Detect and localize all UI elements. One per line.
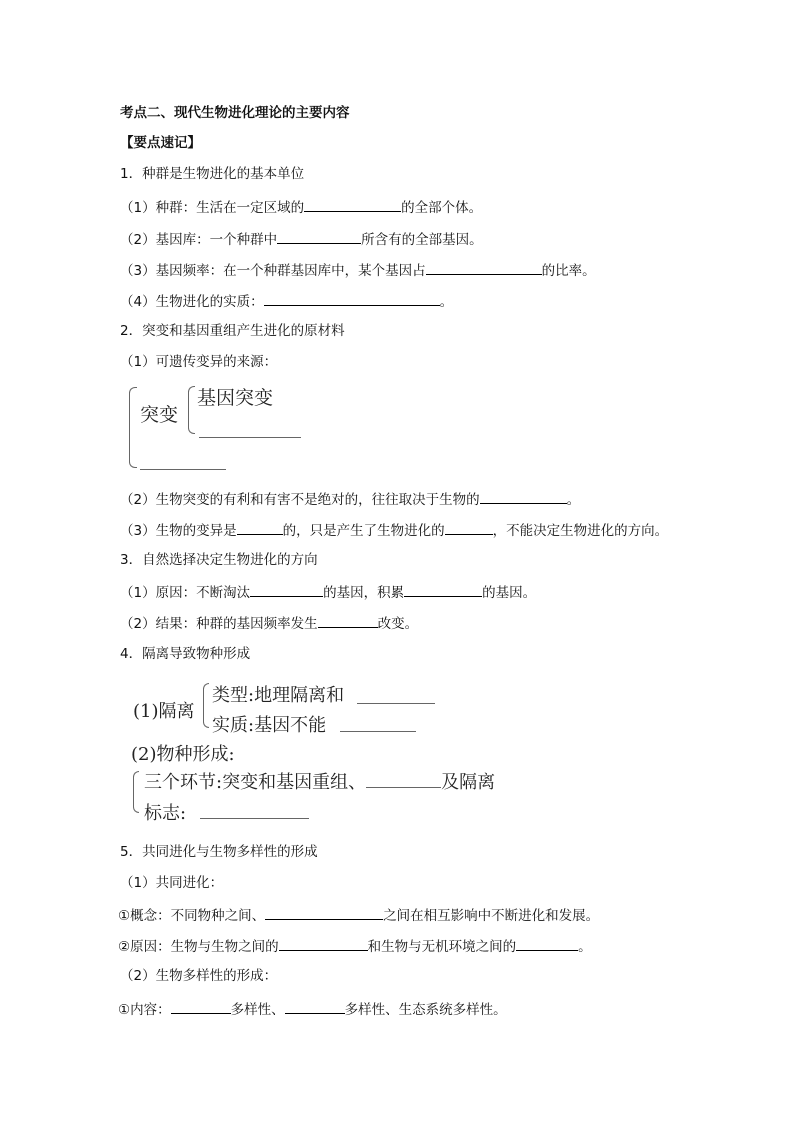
inner-brace <box>188 386 195 434</box>
s5-reason-text-a: ②原因：生物与生物之间的 <box>118 939 279 955</box>
s2-item-2-text-b: 。 <box>566 492 581 508</box>
summary-header: 【要点速记】 <box>120 135 201 151</box>
blank-field[interactable] <box>480 489 567 504</box>
s1-item-1-text-a: （1）种群：生活在一定区域的 <box>120 200 305 216</box>
diagram-isolation-label: (1)隔离 <box>133 701 195 722</box>
s5-content-text-a: ①内容： <box>118 1002 171 1018</box>
s4-heading: 4．隔离导致物种形成 <box>120 646 251 662</box>
diagram-blank-line[interactable] <box>357 703 435 704</box>
blank-field[interactable] <box>304 197 401 212</box>
s1-item-4-text-b: 。 <box>439 294 454 310</box>
blank-field[interactable] <box>265 905 383 920</box>
s2-item-2 <box>120 489 580 509</box>
s3-item-1-text-c: 的基因。 <box>482 585 537 601</box>
blank-field[interactable] <box>404 582 482 597</box>
diagram-three-steps-text: 三个环节:突变和基因重组、 <box>144 772 367 793</box>
diagram-species-label: (2)物种形成: <box>131 744 235 765</box>
s1-item-3-text-b: 的比率。 <box>541 263 596 279</box>
section-title: 考点二、现代生物进化理论的主要内容 <box>120 105 350 121</box>
s5-concept-text-b: 之间在相互影响中不断进化和发展。 <box>383 908 600 924</box>
s3-heading: 3．自然选择决定生物进化的方向 <box>120 552 318 568</box>
diagram-mark-line <box>144 799 186 825</box>
blank-field[interactable] <box>237 520 283 535</box>
blank-field[interactable] <box>318 613 378 628</box>
s5-content-text-c: 多样性、生态系统多样性。 <box>344 1002 507 1018</box>
s5-reason-text-c: 。 <box>578 939 592 955</box>
s1-item-4 <box>120 291 453 311</box>
s1-item-2 <box>120 229 483 249</box>
s2-item-3-text-c: ，不能决定生物进化的方向。 <box>492 523 669 539</box>
diagram-three-steps-tail: 及隔离 <box>441 772 496 793</box>
s1-item-1-text-b: 的全部个体。 <box>401 200 483 216</box>
diagram-blank-line[interactable] <box>340 731 416 732</box>
diagram-three-steps-line <box>144 768 495 794</box>
s1-item-3 <box>120 260 596 280</box>
s2-item-3-text-a: （3）生物的变异是 <box>120 523 237 539</box>
s3-item-2 <box>120 613 418 633</box>
blank-field[interactable] <box>171 999 231 1014</box>
blank-field[interactable] <box>285 999 345 1014</box>
s1-item-1 <box>120 197 482 217</box>
s2-heading: 2．突变和基因重组产生进化的原材料 <box>120 323 345 339</box>
s3-item-1-text-b: 的基因，积累 <box>323 585 405 601</box>
diagram-type-text: 类型:地理隔离和 <box>212 685 345 706</box>
s5-heading: 5．共同进化与生物多样性的形成 <box>120 844 318 860</box>
blank-field[interactable] <box>445 520 493 535</box>
isolation-brace <box>203 683 209 728</box>
blank-field[interactable] <box>426 260 542 275</box>
s5-concept <box>118 905 599 925</box>
s3-item-2-text-a: （2）结果：种群的基因频率发生 <box>120 616 318 632</box>
diagram-blank-line[interactable] <box>140 469 226 470</box>
species-brace <box>133 771 139 813</box>
s2-item-2-text-a: （2）生物突变的有利和有害不是绝对的，往往取决于生物的 <box>120 492 480 508</box>
diagram-blank-line[interactable] <box>200 818 309 819</box>
s5-concept-text-a: ①概念：不同物种之间、 <box>118 908 266 924</box>
blank-field[interactable] <box>279 936 368 951</box>
blank-field[interactable] <box>366 770 441 788</box>
s1-item-2-text-b: 所含有的全部基因。 <box>361 232 483 248</box>
s1-item-2-text-a: （2）基因库：一个种群中 <box>120 232 278 248</box>
s3-item-1-text-a: （1）原因：不断淘汰 <box>120 585 251 601</box>
diagram-mark-text: 标志: <box>144 803 187 824</box>
s2-item-3-text-b: 的，只是产生了生物进化的 <box>282 523 445 539</box>
s5-content <box>118 999 507 1019</box>
s5-reason-text-b: 和生物与无机环境之间的 <box>367 939 517 955</box>
diagram-essence-text: 实质:基因不能 <box>212 715 327 736</box>
diagram-mutation-label: 突变 <box>140 404 179 426</box>
outer-brace <box>129 387 137 468</box>
blank-field[interactable] <box>250 582 323 597</box>
s1-item-4-text-a: （4）生物进化的实质： <box>120 294 264 310</box>
blank-field[interactable] <box>264 291 440 306</box>
blank-field[interactable] <box>516 936 578 951</box>
diagram-blank-line[interactable] <box>199 437 301 438</box>
s1-item-3-text-a: （3）基因频率：在一个种群基因库中，某个基因占 <box>120 263 426 279</box>
s2-item-1: （1）可遗传变异的来源： <box>120 354 278 370</box>
s1-heading: 1．种群是生物进化的基本单位 <box>120 166 305 182</box>
diagram-gene-mutation-label: 基因突变 <box>197 387 274 409</box>
s3-item-2-text-b: 改变。 <box>377 616 419 632</box>
s5-reason <box>118 936 592 956</box>
blank-field[interactable] <box>277 229 361 244</box>
diagram-type-line <box>212 681 344 707</box>
s5-content-text-b: 多样性、 <box>230 1002 285 1018</box>
s5-item-2: （2）生物多样性的形成： <box>120 968 278 984</box>
diagram-essence-line <box>212 711 326 737</box>
s2-item-3 <box>120 520 668 540</box>
s3-item-1 <box>120 582 536 602</box>
s5-item-1: （1）共同进化： <box>120 875 224 891</box>
